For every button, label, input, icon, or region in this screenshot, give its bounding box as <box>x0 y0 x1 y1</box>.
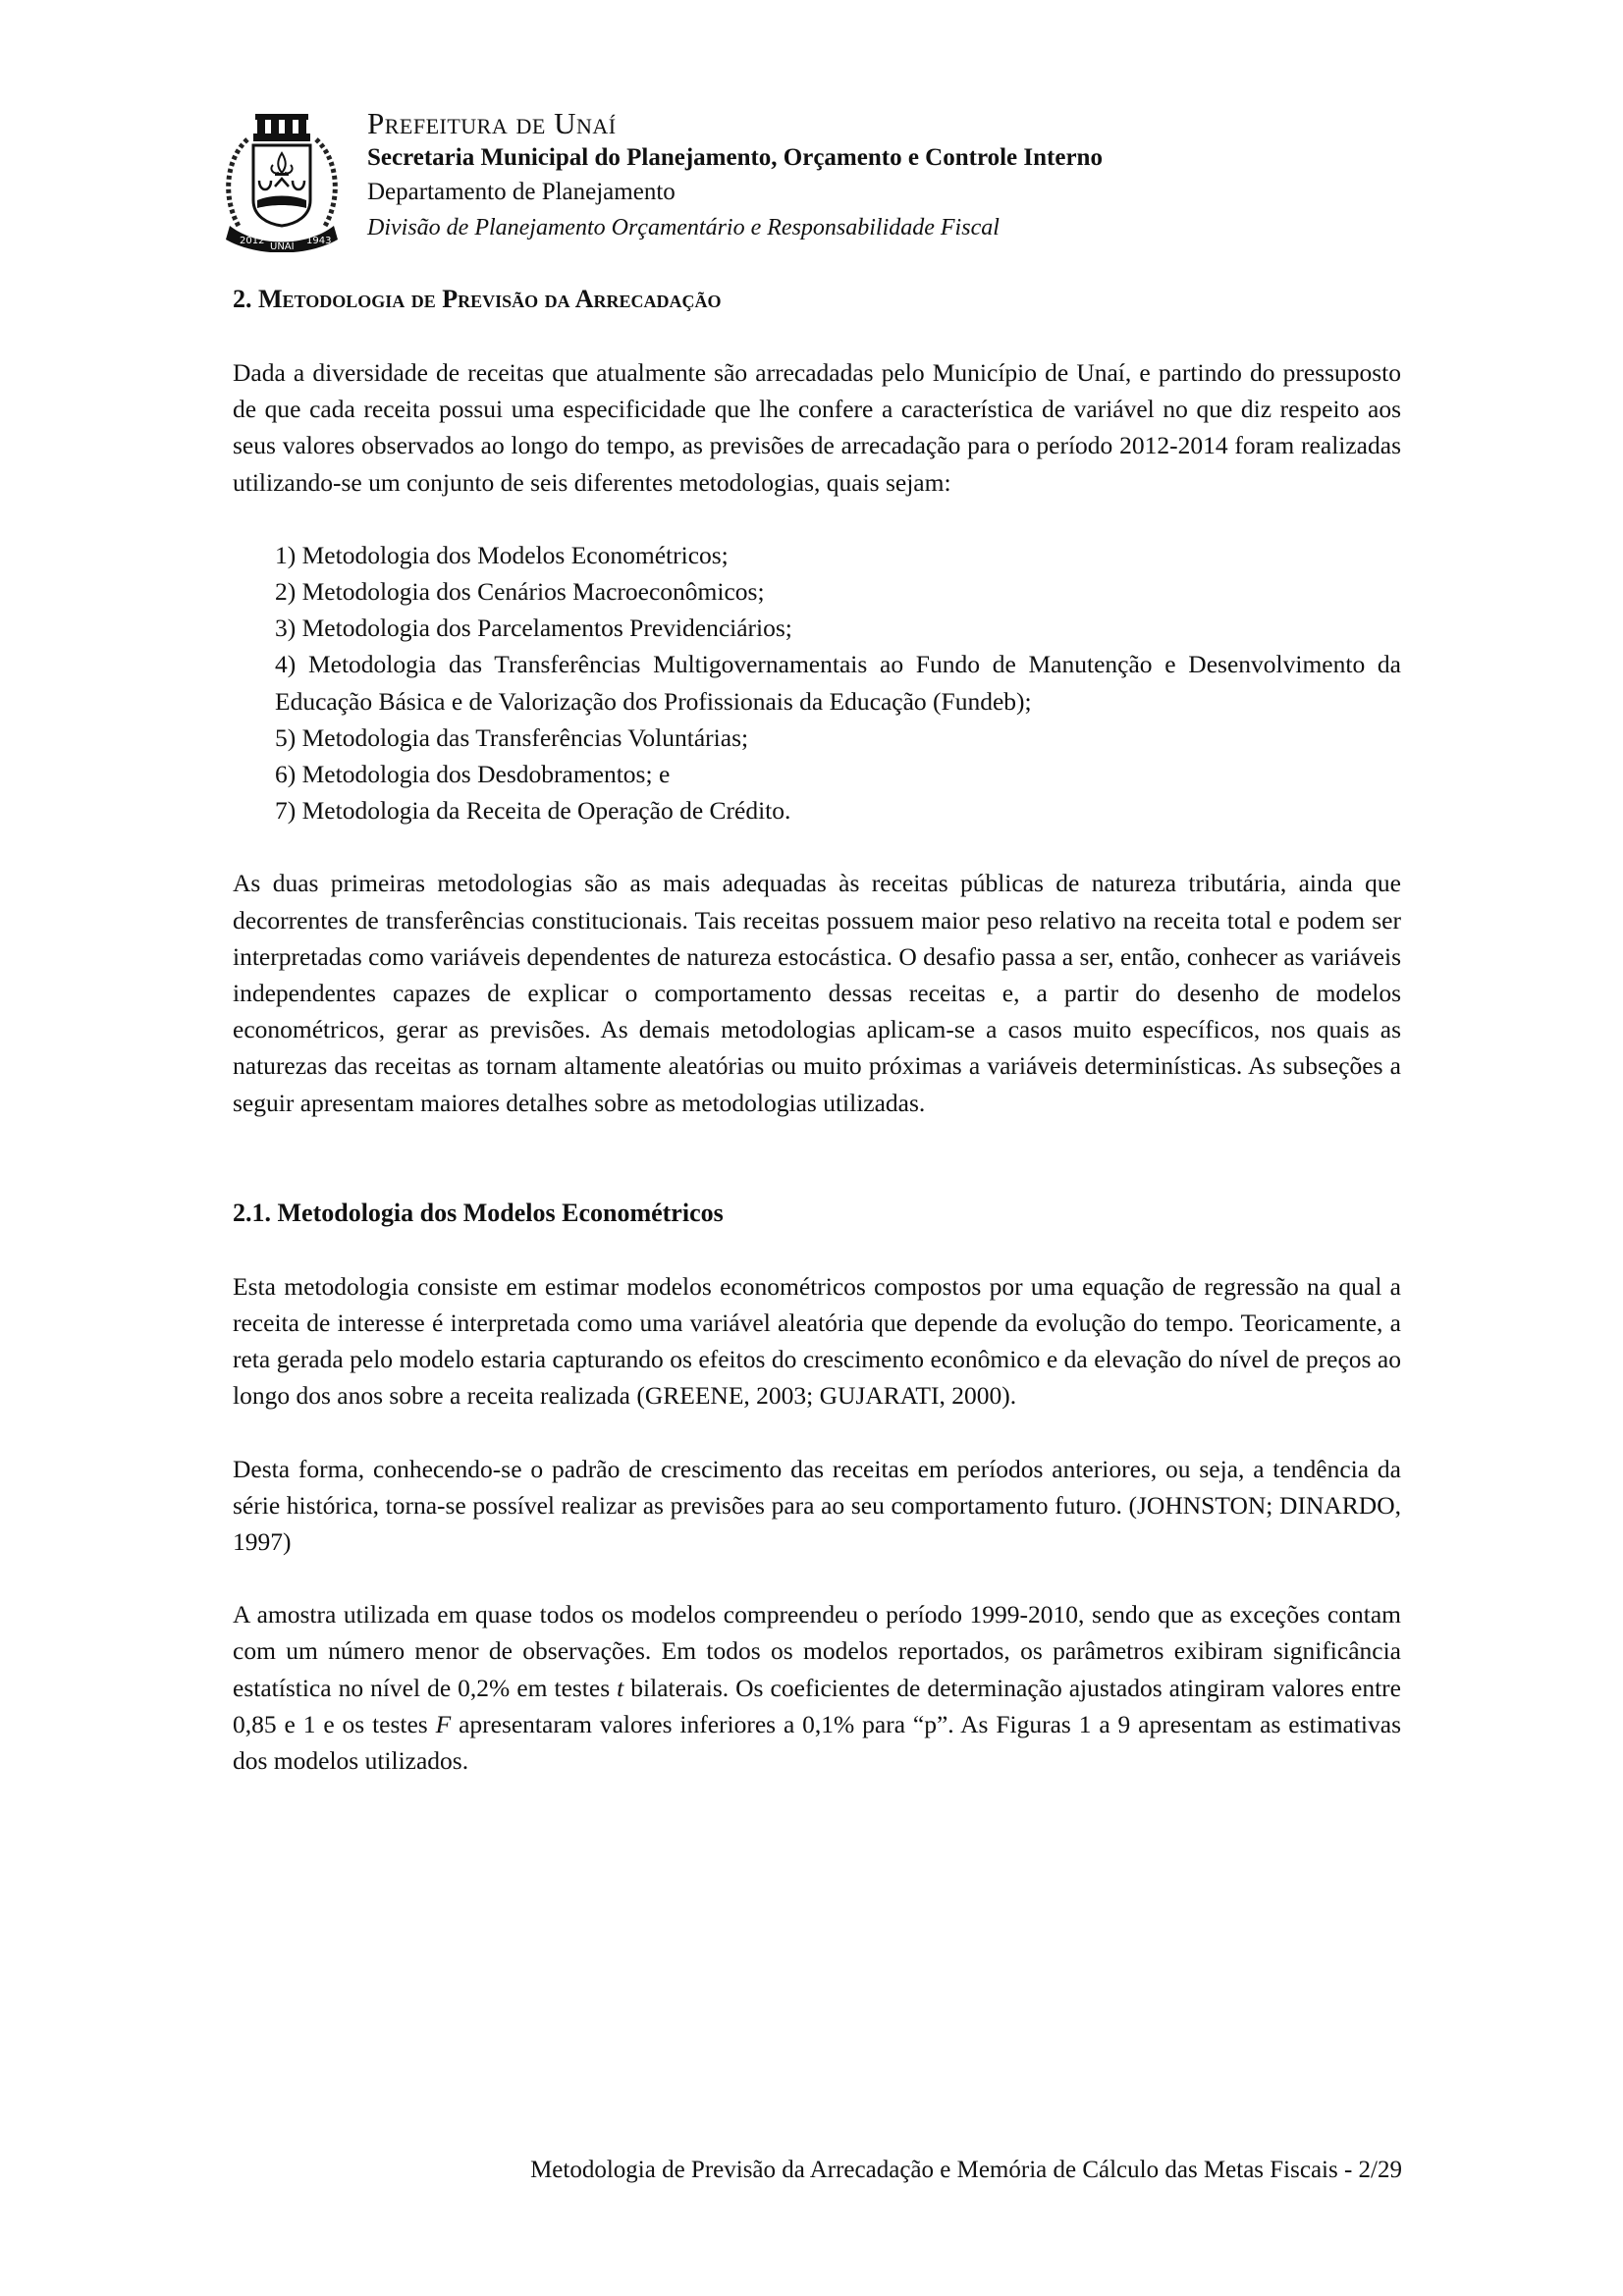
org-name: Prefeitura de Unaí <box>367 106 617 140</box>
list-item: 6) Metodologia dos Desdobramentos; e <box>275 760 671 789</box>
text-run: A amostra utilizada em quase todos os modelos compreendeu o período 1999-2010, sendo que as exceções contam com um número menor de observações. Em todos os modelos reportados, os parâmetros exibiram significância estatística no nível de 0,2% em testes <box>233 1600 1401 1702</box>
section-title: 2. Metodologia de Previsão da Arrecadação <box>233 285 722 313</box>
subsection-paragraph-3 <box>233 1596 1401 1779</box>
subsection-title: 2.1. Metodologia dos Modelos Econométricos <box>233 1198 724 1227</box>
subsection-paragraph-1: Esta metodologia consiste em estimar modelos econométricos compostos por uma equação de regressão na qual a receita de interesse é interpretada como uma variável aleatória que depende da evolução do tempo. Teoricamente, a reta gerada pelo modelo estaria capturando os efeitos do crescimento econômico e da elevação do nível de preços ao longo dos anos sobre a receita realizada (GREENE, 2003; GUJARATI, 2000). <box>233 1271 1401 1411</box>
section-intro: Dada a diversidade de receitas que atualmente são arrecadadas pelo Município de Unaí, e partindo do pressuposto de que cada receita possui uma especificidade que lhe confere a característica de variável no que diz respeito aos seus valores observados ao longo do tempo, as previsões de arrecadação para o período 2012-2014 foram realizadas utilizando-se um conjunto de seis diferentes metodologias, quais sejam: <box>233 358 1401 497</box>
document-body <box>233 280 1401 1779</box>
text-run: apresentaram valores inferiores a 0,1% para “p”. As Figuras 1 a 9 apresentam as estimativas dos modelos utilizados. <box>233 1709 1402 1776</box>
list-item: 1) Metodologia dos Modelos Econométricos; <box>275 540 729 569</box>
subsection <box>233 1194 1401 1779</box>
svg-text:UNAÍ: UNAÍ <box>270 241 295 252</box>
methodology-list <box>233 537 1401 829</box>
department-name: Departamento de Planejamento <box>367 179 676 205</box>
list-item: 7) Metodologia da Receita de Operação de Crédito. <box>275 796 791 826</box>
secretariat-name: Secretaria Municipal do Planejamento, Orçamento e Controle Interno <box>367 144 1103 171</box>
text-run: bilaterais. Os coeficientes de determinação ajustados atingiram valores entre 0,85 e 1 e os testes <box>233 1673 1401 1738</box>
t-test-symbol: t <box>617 1673 624 1702</box>
svg-text:2012: 2012 <box>240 236 265 246</box>
page-footer: Metodologia de Previsão da Arrecadação e Memória de Cálculo das Metas Fiscais - 2/29 <box>530 2157 1402 2183</box>
letterhead <box>367 106 1349 245</box>
list-item: 3) Metodologia dos Parcelamentos Previdenciários; <box>275 614 792 643</box>
list-item: 4) Metodologia das Transferências Multigovernamentais ao Fundo de Manutenção e Desenvolvimento da Educação Básica e de Valorização dos Profissionais da Educação (Fundeb); <box>275 650 1401 716</box>
division-name: Divisão de Planejamento Orçamentário e Responsabilidade Fiscal <box>367 215 1000 240</box>
municipal-coat-of-arms-icon <box>218 110 346 252</box>
section-discussion: As duas primeiras metodologias são as mais adequadas às receitas públicas de natureza tributária, ainda que decorrentes de transferências constitucionais. Tais receitas possuem maior peso relativo na receita total e podem ser interpretadas como variáveis dependentes de natureza estocástica. O desafio passa a ser, então, conhecer as variáveis independentes capazes de explicar o comportamento dessas receitas e, a partir do desenho de modelos econométricos, gerar as previsões. As demais metodologias aplicam-se a casos muito específicos, nos quais as naturezas das receitas as tornam altamente aleatórias ou muito próximas a variáveis determinísticas. As subseções a seguir apresentam maiores detalhes sobre as metodologias utilizadas. <box>233 869 1401 1117</box>
f-test-symbol: F <box>435 1709 452 1738</box>
svg-text:1943: 1943 <box>306 236 332 246</box>
list-item: 2) Metodologia dos Cenários Macroeconômicos; <box>275 577 765 607</box>
subsection-paragraph-2: Desta forma, conhecendo-se o padrão de crescimento das receitas em períodos anteriores, ou seja, a tendência da série histórica, torna-se possível realizar as previsões para ao seu comportamento futuro. (JOHNSTON; DINARDO, 1997) <box>233 1454 1401 1557</box>
list-item: 5) Metodologia das Transferências Voluntárias; <box>275 722 749 752</box>
